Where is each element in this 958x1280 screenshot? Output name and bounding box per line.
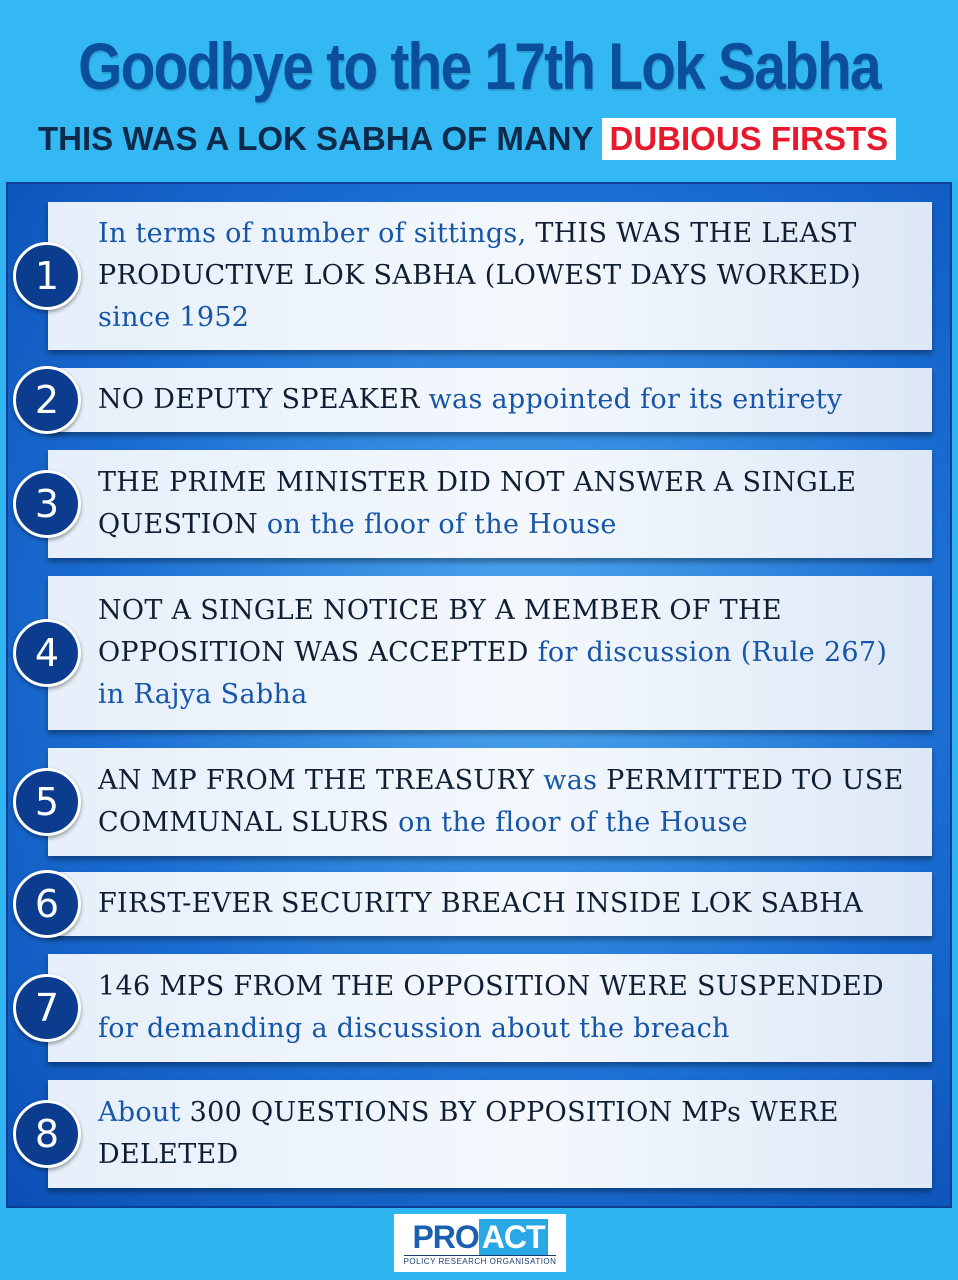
logo-wordmark xyxy=(412,1218,547,1255)
page-subtitle xyxy=(38,116,896,162)
item-note-text: for demanding a discussion about the breach xyxy=(98,1013,730,1044)
logo-tagline: POLICY RESEARCH ORGANISATION xyxy=(403,1256,557,1266)
item-emphasis-text: 146 MPS FROM THE OPPOSITION WERE SUSPENDED xyxy=(98,971,885,1002)
item-note-text: was appointed for its entirety xyxy=(428,384,843,415)
list-item-text xyxy=(98,590,916,716)
list-item xyxy=(48,202,932,350)
item-number-badge: 6 xyxy=(13,870,81,938)
list-item-text xyxy=(98,883,863,925)
item-emphasis-text: 300 QUESTIONS BY OPPOSITION MPs WERE DELETED xyxy=(98,1097,839,1170)
list-item-text xyxy=(98,1092,916,1176)
item-number-badge: 1 xyxy=(13,242,81,310)
item-emphasis-text: FIRST-EVER SECURITY BREACH INSIDE LOK SABHA xyxy=(98,888,863,919)
list-item-text xyxy=(98,462,916,546)
item-number-badge: 3 xyxy=(13,470,81,538)
item-number-badge: 2 xyxy=(13,366,81,434)
list-item-text xyxy=(98,379,842,421)
proact-logo xyxy=(394,1214,566,1272)
list-item xyxy=(48,872,932,936)
list-item-text xyxy=(98,213,916,339)
item-note-text: In terms of number of sittings, xyxy=(98,218,536,249)
list-item-text xyxy=(98,760,916,844)
item-number-badge: 7 xyxy=(13,974,81,1042)
item-emphasis-text: THE PRIME MINISTER DID NOT ANSWER A SINGLE QUESTION xyxy=(98,467,857,540)
subtitle-prefix: THIS WAS A LOK SABHA OF MANY xyxy=(38,120,594,157)
item-emphasis-text: THIS WAS THE LEAST PRODUCTIVE LOK SABHA (LOWEST DAYS WORKED) xyxy=(98,218,862,291)
list-item xyxy=(48,1080,932,1188)
item-note-text: About xyxy=(98,1097,190,1128)
item-emphasis-text: AN MP FROM THE TREASURY xyxy=(98,765,544,796)
item-note-text: was xyxy=(543,765,607,796)
item-emphasis-text: PERMITTED TO USE COMMUNAL SLURS xyxy=(98,765,904,838)
logo-act: ACT xyxy=(479,1219,548,1255)
item-number-badge: 5 xyxy=(13,768,81,836)
logo-pro: PRO xyxy=(412,1218,479,1255)
item-number-badge: 4 xyxy=(13,619,81,687)
item-note-text: since 1952 xyxy=(98,302,250,333)
header xyxy=(0,0,958,180)
page-title: Goodbye to the 17th Lok Sabha xyxy=(78,29,880,103)
list-item-text xyxy=(98,966,916,1050)
item-note-text: on the floor of the House xyxy=(266,509,617,540)
item-emphasis-text: NO DEPUTY SPEAKER xyxy=(98,384,429,415)
item-note-text: on the floor of the House xyxy=(398,807,748,838)
item-emphasis-text: NOT A SINGLE NOTICE BY A MEMBER OF THE OPPOSITION WAS ACCEPTED xyxy=(98,595,782,668)
list-item xyxy=(48,954,932,1062)
list-item xyxy=(48,576,932,730)
list-item xyxy=(48,748,932,856)
item-note-text: for discussion (Rule 267) in Rajya Sabha xyxy=(98,637,888,710)
list-item xyxy=(48,450,932,558)
item-number-badge: 8 xyxy=(13,1100,81,1168)
list-item xyxy=(48,368,932,432)
subtitle-highlight: DUBIOUS FIRSTS xyxy=(602,118,897,160)
